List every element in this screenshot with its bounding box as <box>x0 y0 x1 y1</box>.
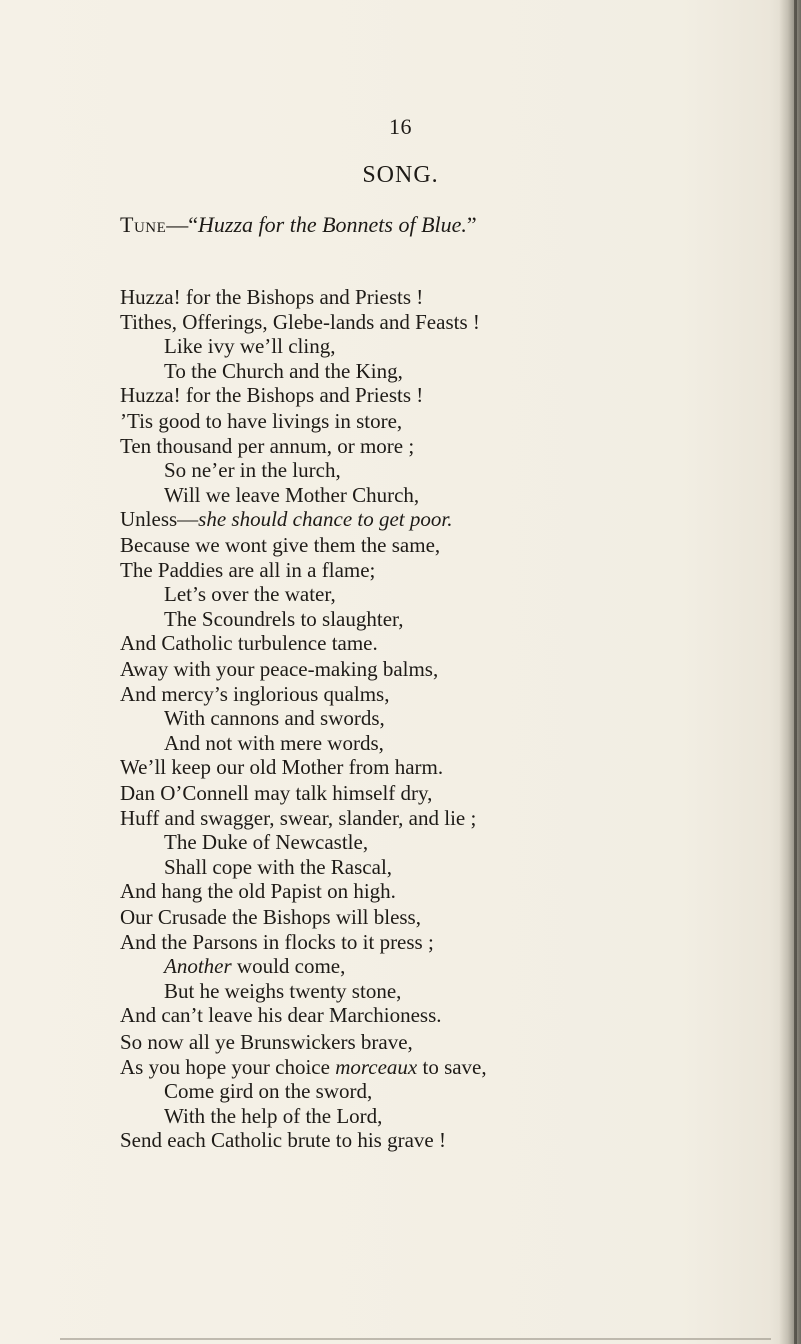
stanza-3 <box>120 533 780 656</box>
verse-text: Unless— <box>120 507 199 531</box>
verse-italic-text: Another <box>164 954 232 978</box>
verse-line: And can’t leave his dear Marchioness. <box>120 1003 442 1027</box>
binding-edge <box>794 0 797 1344</box>
verse-text: As you hope your choice <box>120 1054 336 1079</box>
verse-line: To the Church and the King, <box>164 358 403 383</box>
verse-line: But he weighs twenty stone, <box>164 978 402 1003</box>
verse-line: The Duke of Newcastle, <box>164 830 369 854</box>
verse-line: Let’s over the water, <box>164 582 336 606</box>
verse-line: We’ll keep our old Mother from harm. <box>120 755 444 779</box>
verse-line: Shall cope with the Rascal, <box>164 854 393 879</box>
tune-label: Tune <box>120 212 167 237</box>
verse-line: Huzza! for the Bishops and Priests ! <box>120 383 424 407</box>
verse-line: Like ivy we’ll cling, <box>164 334 336 358</box>
verse-line: Because we wont give them the same, <box>120 533 441 557</box>
stanza-4 <box>120 657 780 780</box>
verse-line: Will we leave Mother Church, <box>164 482 420 507</box>
verse-line: And not with mere words, <box>164 730 384 755</box>
verse-line: Huff and swagger, swear, slander, and lie ; <box>120 805 477 830</box>
tune-line <box>120 212 800 238</box>
verse-line: Huzza! for the Bishops and Priests ! <box>120 285 424 309</box>
page-edge-shadow <box>779 0 801 1344</box>
page-number: 16 <box>389 114 412 139</box>
verse-text: would come, <box>231 954 346 978</box>
stanza-7 <box>120 1030 780 1153</box>
verse-line: Ten thousand per annum, or more ; <box>120 433 415 458</box>
verse-line <box>120 507 780 532</box>
tune-prefix: —“ <box>166 212 199 237</box>
bottom-page-edge <box>60 1338 771 1340</box>
verse-line: Come gird on the sword, <box>164 1079 373 1103</box>
stanza-2 <box>120 409 780 532</box>
verse-line: ’Tis good to have livings in store, <box>120 409 403 433</box>
verse-line: The Paddies are all in a flame; <box>120 557 376 582</box>
verse-line: Send each Catholic brute to his grave ! <box>120 1128 446 1152</box>
verse-line: So now all ye Brunswickers brave, <box>120 1030 413 1054</box>
verse-text: to save, <box>417 1054 487 1079</box>
song-title: SONG. <box>362 162 439 188</box>
verse-line: Dan O’Connell may talk himself dry, <box>120 781 433 805</box>
verse-line <box>120 1055 780 1080</box>
verse-line: With cannons and swords, <box>164 706 385 730</box>
verse-line: And hang the old Papist on high. <box>120 879 396 903</box>
verse-line: The Scoundrels to slaughter, <box>164 606 404 631</box>
stanza-6 <box>120 905 780 1028</box>
verse-line <box>120 954 780 979</box>
stanza-5 <box>120 781 780 904</box>
tune-title: Huzza for the Bonnets of Blue. <box>198 212 467 237</box>
verse-line: Away with your peace-making balms, <box>120 657 439 681</box>
verse-italic-text: morceaux <box>335 1054 418 1079</box>
verse-italic-text: she should chance to get poor. <box>198 507 453 531</box>
verse-line: So ne’er in the lurch, <box>164 458 341 482</box>
verse-line: And mercy’s inglorious qualms, <box>120 681 390 706</box>
verse-line: And Catholic turbulence tame. <box>120 631 378 655</box>
verse-line: And the Parsons in flocks to it press ; <box>120 929 434 954</box>
tune-suffix: ” <box>466 212 477 237</box>
verse-line: Tithes, Offerings, Glebe-lands and Feasts ! <box>120 309 480 334</box>
stanza-1 <box>120 285 780 408</box>
verse-line: Our Crusade the Bishops will bless, <box>120 905 421 929</box>
verse-line: With the help of the Lord, <box>164 1103 383 1128</box>
